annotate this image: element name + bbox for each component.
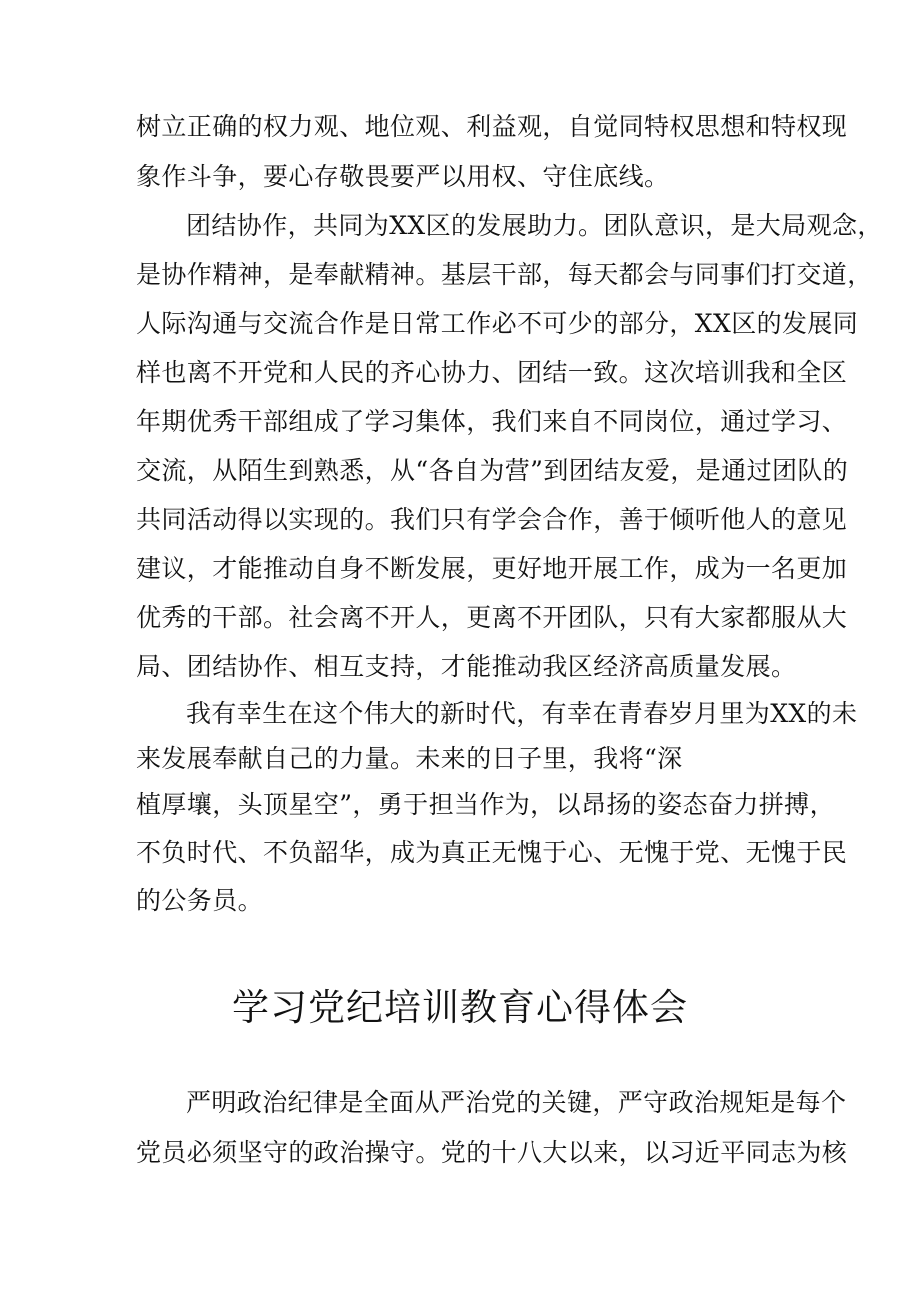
text-line: 是协作精神，是奉献精神。基层干部，每天都会与同事们打交道， [136,260,873,289]
text-line: 严明政治纪律是全面从严治党的关键，严守政治规矩是每个 [186,1088,847,1117]
text-line: 优秀的干部。社会离不开人，更离不开团队，只有大家都服从大 [136,603,848,632]
text-line: 我有幸生在这个伟大的新时代，有幸在青春岁月里为XX的未 [186,699,858,728]
text-line: 象作斗争，要心存敬畏要严以用权、守住底线。 [136,162,670,191]
section-title: 学习党纪培训教育心得体会 [232,986,688,1029]
text-line: 的公务员。 [136,886,264,915]
text-line: 建议，才能推动自身不断发展，更好地开展工作，成为一名更加 [136,554,848,583]
text-line: 树立正确的权力观、地位观、利益观，自觉同特权思想和特权现 [136,112,848,141]
text-line: 团结协作，共同为XX区的发展助力。团队意识，是大局观念， [186,211,883,240]
text-line: 共同活动得以实现的。我们只有学会合作，善于倾听他人的意见 [136,505,848,534]
text-line: 样也离不开党和人民的齐心协力、团结一致。这次培训我和全区 [136,358,848,387]
text-line: 交流，从陌生到熟悉，从“各自为营”到团结友爱，是通过团队的 [136,456,849,485]
text-line: 人际沟通与交流合作是日常工作必不可少的部分，XX区的发展同 [136,309,859,338]
text-line: 来发展奉献自己的力量。未来的日子里，我将“深 [136,744,683,773]
text-line: 局、团结协作、相互支持，才能推动我区经济高质量发展。 [136,652,797,681]
text-line: 不负时代、不负韶华，成为真正无愧于心、无愧于党、无愧于民 [136,838,848,867]
text-line: 植厚壤，头顶星空”，勇于担当作为，以昂扬的姿态奋力拼搏， [136,790,835,819]
text-line: 党员必须坚守的政治操守。党的十八大以来，以习近平同志为核 [136,1138,848,1167]
text-line: 年期优秀干部组成了学习集体，我们来自不同岗位，通过学习、 [136,407,848,436]
